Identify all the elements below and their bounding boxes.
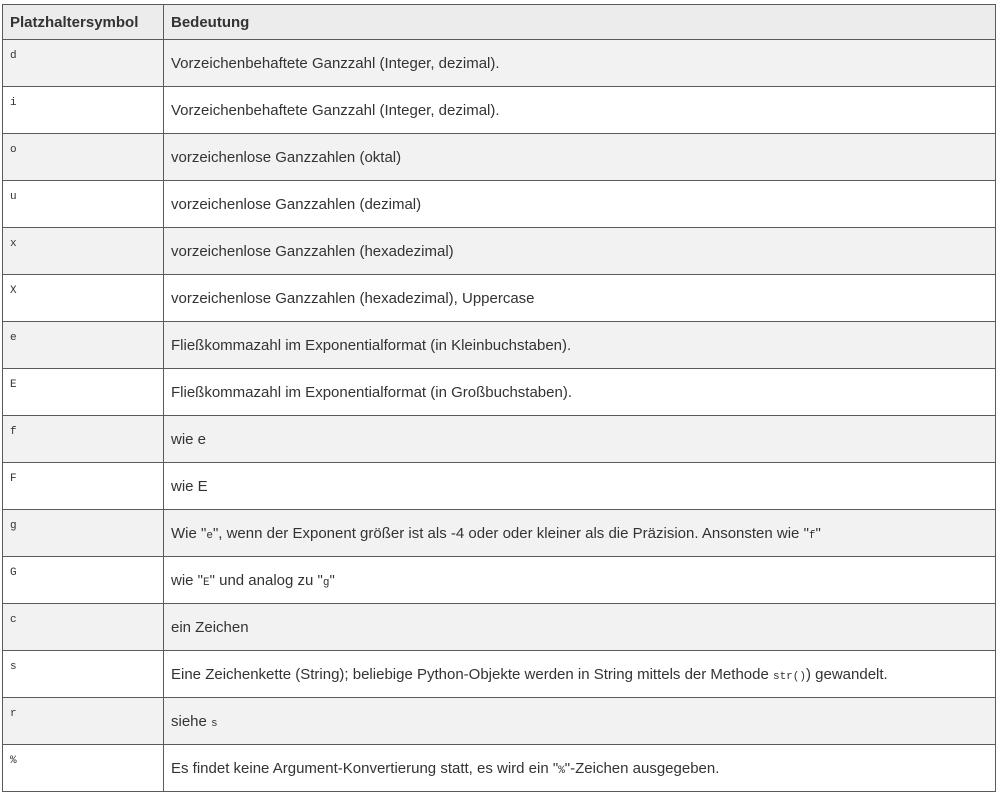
symbol-cell: r [3, 698, 164, 745]
inline-code: e [206, 529, 213, 542]
meaning-cell [164, 322, 996, 369]
symbol-cell: c [3, 604, 164, 651]
table-row [3, 651, 996, 698]
meaning-cell [164, 604, 996, 651]
inline-code: % [558, 764, 565, 777]
inline-code: g [322, 576, 330, 589]
inline-code: f [808, 529, 816, 542]
header-meaning: Bedeutung [164, 5, 996, 40]
table-row [3, 181, 996, 228]
meaning-text: "-Zeichen ausgegeben. [564, 759, 720, 777]
table-row [3, 510, 996, 557]
meaning-text: ) gewandelt. [806, 665, 888, 683]
table-row [3, 557, 996, 604]
meaning-cell [164, 369, 996, 416]
meaning-text: vorzeichenlose Ganzzahlen (oktal) [171, 148, 402, 166]
meaning-text: Eine Zeichenkette (String); beliebige Python-Objekte werden in String mittels der Methode [171, 665, 773, 683]
symbol-cell: F [3, 463, 164, 510]
meaning-cell [164, 698, 996, 745]
meaning-text: wie E [171, 477, 208, 495]
symbol-cell: u [3, 181, 164, 228]
meaning-cell [164, 275, 996, 322]
table-row [3, 463, 996, 510]
meaning-text: vorzeichenlose Ganzzahlen (dezimal) [171, 195, 422, 213]
table-row [3, 698, 996, 745]
meaning-text: Fließkommazahl im Exponentialformat (in Kleinbuchstaben). [171, 336, 572, 354]
table-body [3, 40, 996, 792]
symbol-cell: e [3, 322, 164, 369]
inline-code: E [203, 576, 210, 589]
symbol-cell: d [3, 40, 164, 87]
meaning-cell [164, 87, 996, 134]
meaning-text: Fließkommazahl im Exponentialformat (in Großbuchstaben). [171, 383, 572, 401]
table-row [3, 40, 996, 87]
meaning-cell [164, 463, 996, 510]
meaning-cell [164, 557, 996, 604]
meaning-cell [164, 651, 996, 698]
meaning-text: " [329, 571, 335, 589]
inline-code: str() [772, 670, 806, 683]
meaning-text: vorzeichenlose Ganzzahlen (hexadezimal) [171, 242, 454, 260]
table-row [3, 134, 996, 181]
symbol-cell: s [3, 651, 164, 698]
meaning-text: Es findet keine Argument-Konvertierung statt, es wird ein " [171, 759, 559, 777]
meaning-text: " und analog zu " [209, 571, 323, 589]
table-row [3, 322, 996, 369]
meaning-text: ", wenn der Exponent größer ist als -4 oder oder kleiner als die Präzision. Ansonsten wie " [212, 524, 809, 542]
table-row [3, 604, 996, 651]
meaning-text: wie " [171, 571, 203, 589]
inline-code: s [211, 717, 218, 730]
meaning-text: Vorzeichenbehaftete Ganzzahl (Integer, dezimal). [171, 54, 500, 72]
meaning-text: Wie " [171, 524, 207, 542]
symbol-cell: o [3, 134, 164, 181]
symbol-cell: E [3, 369, 164, 416]
symbol-cell: % [3, 745, 164, 792]
table-row [3, 228, 996, 275]
meaning-cell [164, 510, 996, 557]
symbol-cell: f [3, 416, 164, 463]
meaning-cell [164, 40, 996, 87]
meaning-cell [164, 228, 996, 275]
symbol-cell: x [3, 228, 164, 275]
meaning-cell [164, 181, 996, 228]
symbol-cell: i [3, 87, 164, 134]
meaning-text: " [815, 524, 821, 542]
meaning-text: Vorzeichenbehaftete Ganzzahl (Integer, dezimal). [171, 101, 500, 119]
table-header-row [3, 5, 996, 40]
meaning-cell [164, 134, 996, 181]
table-row [3, 416, 996, 463]
meaning-text: siehe [171, 712, 212, 730]
meaning-text: wie e [171, 430, 207, 448]
symbol-cell: g [3, 510, 164, 557]
header-symbol: Platzhaltersymbol [3, 5, 164, 40]
symbol-cell: G [3, 557, 164, 604]
table-row [3, 87, 996, 134]
format-placeholder-table [2, 4, 996, 792]
table-row [3, 369, 996, 416]
table-row [3, 745, 996, 792]
symbol-cell: X [3, 275, 164, 322]
meaning-text: vorzeichenlose Ganzzahlen (hexadezimal), Uppercase [171, 289, 535, 307]
table-row [3, 275, 996, 322]
meaning-text: ein Zeichen [171, 618, 249, 636]
meaning-cell [164, 745, 996, 792]
meaning-cell [164, 416, 996, 463]
